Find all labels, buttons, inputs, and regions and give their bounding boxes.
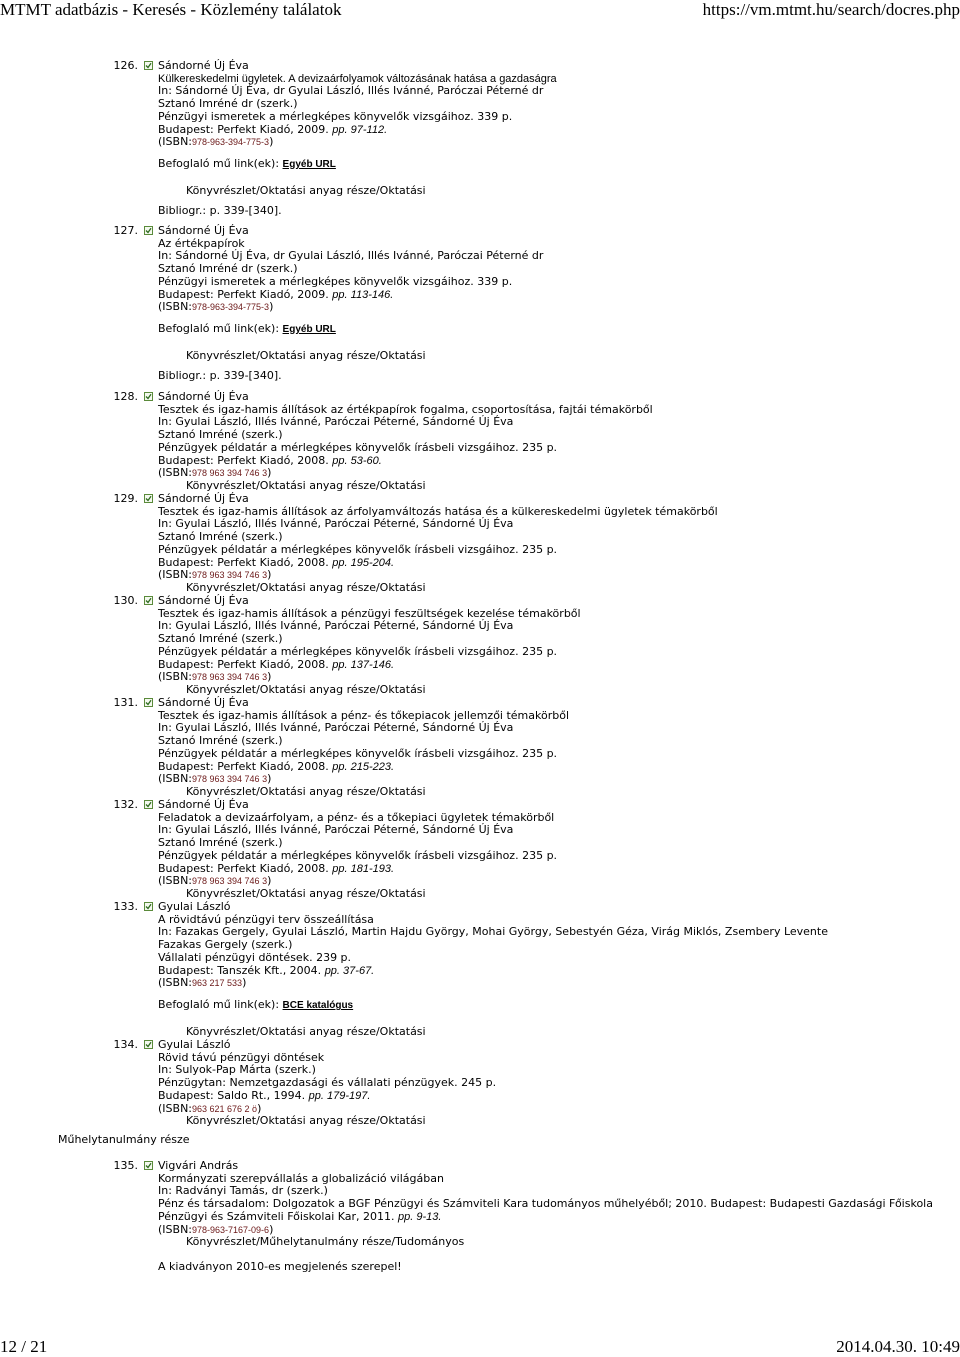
print-datetime: 2014.04.30. 10:49 xyxy=(836,1337,960,1356)
isbn-label: (ISBN: xyxy=(158,976,192,990)
entry-category: Könyvrészlet/Oktatási anyag része/Oktatási xyxy=(186,1114,426,1128)
entry-pages: 53-60. xyxy=(350,454,382,467)
entry-publisher: Budapest: Perfekt Kiadó, 2008. xyxy=(158,759,329,773)
select-checkbox[interactable] xyxy=(144,392,153,401)
entry-body xyxy=(158,1039,948,1128)
result-entry xyxy=(0,1159,960,1273)
entry-title: Rövid távú pénzügyi döntések xyxy=(158,1050,325,1064)
entry-category: Könyvrészlet/Műhelytanulmány része/Tudományos xyxy=(186,1235,465,1249)
document-url: https://vm.mtmt.hu/search/docres.php xyxy=(702,0,960,19)
pages-label: pp. xyxy=(324,964,340,977)
entry-title: Az értékpapírok xyxy=(158,236,245,250)
entry-publisher: Budapest: Perfekt Kiadó, 2008. xyxy=(158,861,329,875)
entry-isbn: 978-963-394-775-3 xyxy=(192,302,270,313)
result-entry xyxy=(0,225,960,391)
entry-body xyxy=(158,799,948,901)
entry-editor: Sztanó Imréné dr (szerk.) xyxy=(158,262,298,276)
result-entry xyxy=(0,697,960,799)
entry-category: Könyvrészlet/Oktatási anyag része/Oktatási xyxy=(186,580,426,594)
isbn-close: ) xyxy=(267,466,272,480)
egyeb-url-link[interactable]: Egyéb URL xyxy=(282,323,336,335)
egyeb-url-link[interactable]: Egyéb URL xyxy=(282,158,336,170)
entry-number: 132. xyxy=(113,798,138,811)
entry-book: Pénzügyek példatár a mérlegképes könyvelők írásbeli vizsgáihoz. 235 p. xyxy=(158,542,558,556)
select-checkbox[interactable] xyxy=(144,226,153,235)
entry-pages: 215-223. xyxy=(350,760,395,773)
document-title: MTMT adatbázis - Keresés - Közlemény találatok xyxy=(0,0,342,19)
bce-catalog-link[interactable]: BCE katalógus xyxy=(282,999,354,1011)
entry-body xyxy=(158,697,948,799)
entry-category: Könyvrészlet/Oktatási anyag része/Oktatási xyxy=(186,1024,426,1038)
pages-label: pp. xyxy=(308,1089,324,1102)
entry-number: 134. xyxy=(113,1038,138,1051)
entry-category: Könyvrészlet/Oktatási anyag része/Oktatási xyxy=(186,886,426,900)
isbn-label: (ISBN: xyxy=(158,1101,192,1115)
entry-author[interactable]: Sándorné Új Éva xyxy=(158,594,249,607)
entry-book: Pénzügyek példatár a mérlegképes könyvelők írásbeli vizsgáihoz. 235 p. xyxy=(158,644,558,658)
isbn-close: ) xyxy=(257,1101,262,1115)
select-checkbox[interactable] xyxy=(144,800,153,809)
isbn-label: (ISBN: xyxy=(158,772,192,786)
entry-body xyxy=(158,595,948,697)
select-checkbox[interactable] xyxy=(144,596,153,605)
entry-title: Tesztek és igaz-hamis állítások a pénz- és tőkepiacok jellemzői témakörből xyxy=(158,708,570,722)
entry-title: Külkereskedelmi ügyletek. A devizaárfolyamok változásának hatása a gazdaságra xyxy=(158,72,557,85)
select-checkbox[interactable] xyxy=(144,698,153,707)
entry-category: Könyvrészlet/Oktatási anyag része/Oktatási xyxy=(186,183,426,197)
entry-in: In: Gyulai László, Illés Ivánné, Paróczai Péterné, Sándorné Új Éva xyxy=(158,517,514,531)
entry-isbn: 978-963-7167-09-6 xyxy=(192,1224,270,1235)
isbn-label: (ISBN: xyxy=(158,670,192,684)
entry-pages: 37-67. xyxy=(343,964,375,977)
entry-book: Pénzügytan: Nemzetgazdasági és vállalati pénzügyek. 245 p. xyxy=(158,1076,497,1090)
entry-pages: 113-146. xyxy=(350,288,394,301)
isbn-close: ) xyxy=(269,1222,274,1236)
entry-isbn: 978 963 394 746 3 xyxy=(192,570,268,581)
entry-isbn: 978-963-394-775-3 xyxy=(192,137,270,148)
entry-publisher: Budapest: Perfekt Kiadó, 2009. xyxy=(158,122,329,136)
entry-number: 133. xyxy=(113,900,138,913)
isbn-close: ) xyxy=(267,568,272,582)
entry-body xyxy=(158,1160,948,1274)
entry-number: 131. xyxy=(113,696,138,709)
entry-category: Könyvrészlet/Oktatási anyag része/Oktatási xyxy=(186,682,426,696)
entry-in: In: Gyulai László, Illés Ivánné, Paróczai Péterné, Sándorné Új Éva xyxy=(158,415,514,429)
isbn-label: (ISBN: xyxy=(158,874,192,888)
entry-in: In: Gyulai László, Illés Ivánné, Paróczai Péterné, Sándorné Új Éva xyxy=(158,619,514,633)
isbn-close: ) xyxy=(269,300,274,314)
isbn-label: (ISBN: xyxy=(158,300,192,314)
results-list xyxy=(0,59,960,1273)
entry-book: Pénzügyek példatár a mérlegképes könyvelők írásbeli vizsgáihoz. 235 p. xyxy=(158,848,558,862)
entry-number: 128. xyxy=(113,390,138,403)
pages-label: pp. xyxy=(332,658,348,671)
entry-editor: Sztanó Imréné (szerk.) xyxy=(158,734,283,748)
entry-book: Pénzügyi ismeretek a mérlegképes könyvelők vizsgáihoz. 339 p. xyxy=(158,109,513,123)
entry-body xyxy=(158,493,948,595)
entry-author[interactable]: Gyulai László xyxy=(158,1038,231,1051)
entry-title: Kormányzati szerepvállalás a globalizáció világában xyxy=(158,1171,444,1185)
pages-label: pp. xyxy=(398,1210,414,1223)
result-entry xyxy=(0,799,960,901)
select-checkbox[interactable] xyxy=(144,1161,153,1170)
entry-book: Vállalati pénzügyi döntések. 239 p. xyxy=(158,950,352,964)
entry-editor: Sztanó Imréné (szerk.) xyxy=(158,836,283,850)
entry-editor: Fazakas Gergely (szerk.) xyxy=(158,938,293,952)
entry-editor: Sztanó Imréné dr (szerk.) xyxy=(158,97,298,111)
entry-editor: Sztanó Imréné (szerk.) xyxy=(158,530,283,544)
entry-book: Pénzügyek példatár a mérlegképes könyvelők írásbeli vizsgáihoz. 235 p. xyxy=(158,440,558,454)
entry-publisher: Budapest: Perfekt Kiadó, 2008. xyxy=(158,657,329,671)
section-heading: Műhelytanulmány része xyxy=(58,1133,190,1146)
entry-isbn: 978 963 394 746 3 xyxy=(192,468,268,479)
entry-author[interactable]: Sándorné Új Éva xyxy=(158,696,249,709)
isbn-label: (ISBN: xyxy=(158,1222,192,1236)
entry-in: In: Radványi Tamás, dr (szerk.) xyxy=(158,1184,328,1198)
result-entry xyxy=(0,1039,960,1133)
page-number: 12 / 21 xyxy=(0,1337,48,1356)
entry-isbn: 963 217 533 xyxy=(192,978,243,989)
entry-publisher: Budapest: Perfekt Kiadó, 2008. xyxy=(158,453,329,467)
entry-pages: 137-146. xyxy=(350,658,395,671)
entry-category: Könyvrészlet/Oktatási anyag része/Oktatási xyxy=(186,478,426,492)
isbn-close: ) xyxy=(269,135,274,149)
entry-author[interactable]: Sándorné Új Éva xyxy=(158,390,249,403)
entry-number: 126. xyxy=(113,59,138,72)
befoglalo-label: Befoglaló mű link(ek): xyxy=(158,156,280,170)
isbn-close: ) xyxy=(267,670,272,684)
entry-in: In: Gyulai László, Illés Ivánné, Paróczai Péterné, Sándorné Új Éva xyxy=(158,823,514,837)
isbn-close: ) xyxy=(267,874,272,888)
entry-author[interactable]: Gyulai László xyxy=(158,900,231,913)
entry-pages: 195-204. xyxy=(350,556,395,569)
print-footer xyxy=(0,1337,960,1357)
entry-note: A kiadványon 2010-es megjelenés szerepel! xyxy=(158,1259,402,1273)
entry-isbn: 963 621 676 2 ö xyxy=(192,1103,258,1114)
pages-label: pp. xyxy=(332,454,348,467)
isbn-label: (ISBN: xyxy=(158,135,192,149)
select-checkbox[interactable] xyxy=(144,61,153,70)
entry-number: 130. xyxy=(113,594,138,607)
entry-pages: 181-193. xyxy=(350,862,395,875)
entry-title: A rövidtávú pénzügyi terv összeállítása xyxy=(158,912,374,926)
pages-label: pp. xyxy=(332,288,348,301)
pages-label: pp. xyxy=(332,760,348,773)
select-checkbox[interactable] xyxy=(144,1040,153,1049)
isbn-label: (ISBN: xyxy=(158,568,192,582)
entry-book: Pénzügyek példatár a mérlegképes könyvelők írásbeli vizsgáihoz. 235 p. xyxy=(158,746,558,760)
entry-isbn: 978 963 394 746 3 xyxy=(192,774,268,785)
entry-body xyxy=(158,225,948,383)
entry-isbn: 978 963 394 746 3 xyxy=(192,672,268,683)
entry-category: Könyvrészlet/Oktatási anyag része/Oktatási xyxy=(186,784,426,798)
entry-number: 129. xyxy=(113,492,138,505)
entry-title: Tesztek és igaz-hamis állítások a pénzügyi feszültségek kezelése témakörből xyxy=(158,606,581,620)
entry-in: In: Fazakas Gergely, Gyulai László, Martin Hajdu György, Mohai György, Sebestyén Géza, Virág Miklós, Zsembery Levente xyxy=(158,925,828,939)
select-checkbox[interactable] xyxy=(144,494,153,503)
entry-category: Könyvrészlet/Oktatási anyag része/Oktatási xyxy=(186,348,426,362)
entry-author[interactable]: Vigvári András xyxy=(158,1159,239,1172)
entry-biblio: Bibliogr.: p. 339-[340]. xyxy=(158,369,282,383)
entry-in: In: Sándorné Új Éva, dr Gyulai László, Illés Ivánné, Paróczai Péterné dr xyxy=(158,249,544,263)
entry-in: In: Gyulai László, Illés Ivánné, Paróczai Péterné, Sándorné Új Éva xyxy=(158,721,514,735)
print-header xyxy=(0,0,960,24)
entry-publisher: Budapest: Saldo Rt., 1994. xyxy=(158,1088,306,1102)
befoglalo-label: Befoglaló mű link(ek): xyxy=(158,321,280,335)
entry-editor: Sztanó Imréné (szerk.) xyxy=(158,428,283,442)
pages-label: pp. xyxy=(332,556,348,569)
entry-publisher: Budapest: Perfekt Kiadó, 2009. xyxy=(158,287,329,301)
entry-publisher: Budapest: Perfekt Kiadó, 2008. xyxy=(158,555,329,569)
entry-author[interactable]: Sándorné Új Éva xyxy=(158,224,249,237)
pages-label: pp. xyxy=(332,862,348,875)
entry-author[interactable]: Sándorné Új Éva xyxy=(158,492,249,505)
isbn-close: ) xyxy=(267,772,272,786)
result-entry xyxy=(0,60,960,225)
entry-number: 135. xyxy=(113,1159,138,1172)
result-entry xyxy=(0,595,960,697)
entry-author[interactable]: Sándorné Új Éva xyxy=(158,59,249,72)
entry-biblio: Bibliogr.: p. 339-[340]. xyxy=(158,204,282,218)
isbn-label: (ISBN: xyxy=(158,466,192,480)
entry-isbn: 978 963 394 746 3 xyxy=(192,876,268,887)
entry-in: In: Sándorné Új Éva, dr Gyulai László, Illés Ivánné, Paróczai Péterné dr xyxy=(158,84,544,98)
result-entry xyxy=(0,493,960,595)
result-entry xyxy=(0,901,960,1039)
pages-label: pp. xyxy=(332,123,348,136)
result-entry xyxy=(0,391,960,493)
entry-author[interactable]: Sándorné Új Éva xyxy=(158,798,249,811)
entry-book: Pénzügyi ismeretek a mérlegképes könyvelők vizsgáihoz. 339 p. xyxy=(158,274,513,288)
entry-title: Feladatok a devizaárfolyam, a pénz- és a tőkepiaci ügyletek témakörből xyxy=(158,810,555,824)
entry-title: Tesztek és igaz-hamis állítások az értékpapírok fogalma, csoportosítása, fajtái témakörből xyxy=(158,402,653,416)
entry-editor: Sztanó Imréné (szerk.) xyxy=(158,632,283,646)
entry-number: 127. xyxy=(113,224,138,237)
entry-title: Tesztek és igaz-hamis állítások az árfolyamváltozás hatása és a külkereskedelmi ügyletek témakörből xyxy=(158,504,718,518)
befoglalo-label: Befoglaló mű link(ek): xyxy=(158,997,280,1011)
entry-body xyxy=(158,60,948,218)
entry-pages: 9-13. xyxy=(416,1210,442,1223)
select-checkbox[interactable] xyxy=(144,902,153,911)
entry-publisher: Budapest: Tanszék Kft., 2004. xyxy=(158,963,322,977)
entry-body xyxy=(158,391,948,493)
entry-body xyxy=(158,901,948,1038)
entry-pages: 179-197. xyxy=(327,1089,371,1102)
entry-pages: 97-112. xyxy=(350,123,388,136)
entry-book: Pénz és társadalom: Dolgozatok a BGF Pénzügyi és Számviteli Kara tudományos műhelyéből; 2010. Budapest: Budapesti Gazdasági Főiskola Pénzügyi és Számviteli Főiskolai Kar, 2011. xyxy=(158,1197,933,1223)
entry-in: In: Sulyok-Pap Márta (szerk.) xyxy=(158,1063,316,1077)
isbn-close: ) xyxy=(242,976,247,990)
